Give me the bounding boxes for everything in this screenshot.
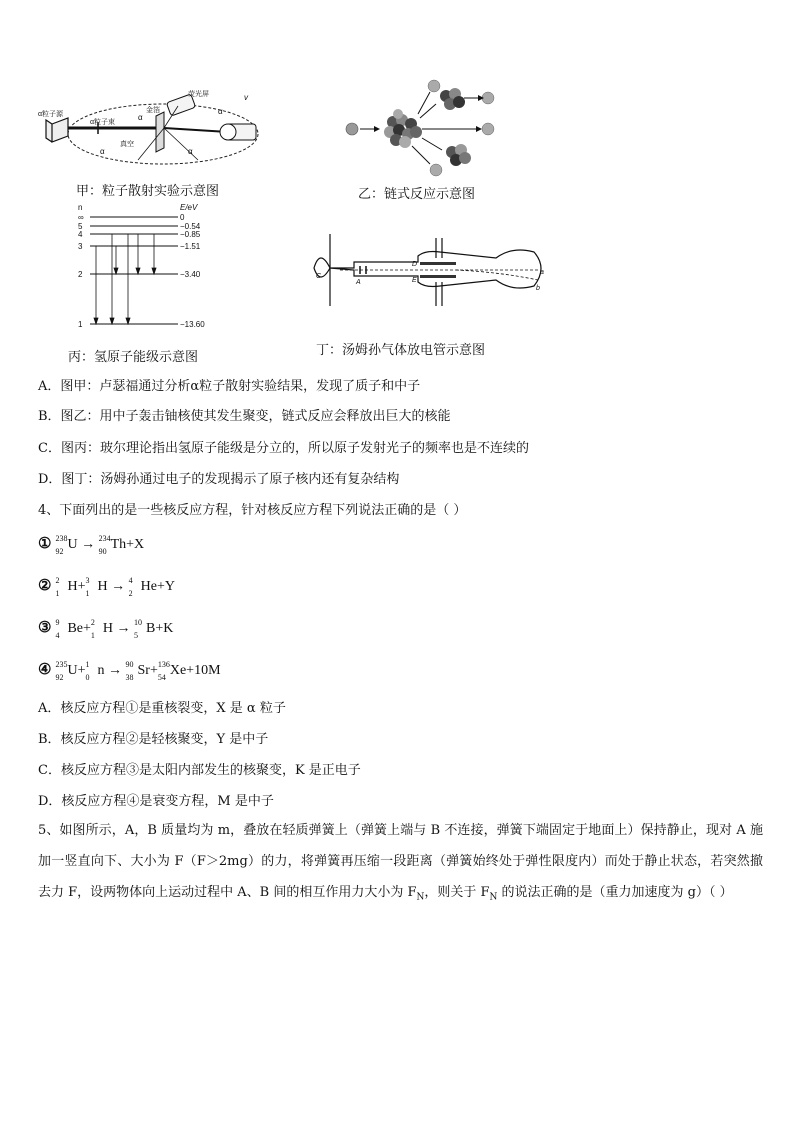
alpha-scattering-figure (38, 88, 273, 172)
label-E: E (412, 277, 417, 284)
thomson-tube-figure (300, 228, 550, 318)
label-v: v (244, 93, 248, 102)
svg-text:0: 0 (180, 213, 185, 222)
plate-D (420, 262, 456, 265)
label-A: A (356, 279, 361, 286)
caption-yi: 乙：链式反应示意图 (358, 187, 476, 202)
label-energy-unit: E/eV (180, 203, 198, 212)
svg-text:1: 1 (78, 320, 83, 329)
label-D: D (412, 261, 418, 268)
label-alpha-source: α粒子源 (38, 111, 64, 118)
transition-arrows (94, 234, 156, 324)
level-2 (78, 270, 201, 279)
fragment-bottom (446, 144, 471, 166)
q4-equation-1: ① 238 92 U → 234 90 Th+X (38, 534, 145, 556)
svg-text:−1.51: −1.51 (180, 242, 201, 251)
label-alpha-beam: α粒子束 (90, 119, 116, 126)
q4-equation-3: ③ 9 4 Be+ 2 1 H → 10 5 B+K (38, 618, 174, 640)
fragment-top (440, 88, 465, 110)
label-C: C (316, 273, 322, 280)
label-alpha-2: α (100, 147, 105, 156)
neutron-incoming (346, 123, 358, 135)
caption-bing: 丙：氢原子能级示意图 (68, 350, 199, 365)
svg-text:3: 3 (78, 242, 83, 251)
label-alpha-4: α (218, 107, 223, 116)
label-alpha-3: α (188, 147, 193, 156)
svg-text:2: 2 (78, 270, 83, 279)
q4-option-d: D．核反应方程④是衰变方程，M 是中子 (38, 794, 274, 809)
q4-equation-4: ④ 235 92 U+ 1 0 n → 90 38 Sr+ 136 54 Xe+10M (38, 660, 221, 682)
tube-outline (314, 250, 541, 288)
level-inf (78, 213, 185, 222)
svg-text:5: 5 (78, 222, 83, 231)
caption-jia: 甲：粒子散射实验示意图 (76, 184, 220, 199)
hydrogen-energy-levels-figure (66, 200, 226, 332)
gold-foil-shape (156, 112, 164, 152)
level-4 (78, 230, 201, 239)
q3-option-c: C．图丙：玻尔理论指出氢原子能级是分立的，所以原子发射光子的频率也是不连续的 (38, 441, 529, 456)
caption-ding: 丁：汤姆孙气体放电管示意图 (316, 343, 486, 358)
label-b: b (536, 285, 540, 292)
level-3 (78, 242, 201, 251)
q4-option-a: A．核反应方程①是重核裂变，X 是 α 粒子 (38, 701, 286, 716)
label-n: n (78, 203, 83, 212)
q4-stem: 4、下面列出的是一些核反应方程，针对核反应方程下列说法正确的是（ ） (38, 503, 467, 518)
label-gold-foil: 金箔 (146, 107, 160, 114)
q4-equation-2: ② 2 1 H+ 3 1 H → 4 2 He+Y (38, 576, 175, 598)
svg-text:−0.54: −0.54 (180, 222, 201, 231)
svg-text:∞: ∞ (78, 213, 84, 222)
svg-text:−13.60: −13.60 (180, 320, 205, 329)
q4-option-b: B．核反应方程②是轻核聚变，Y 是中子 (38, 732, 269, 747)
svg-text:−0.85: −0.85 (180, 230, 201, 239)
q3-option-a: A．图甲：卢瑟福通过分析α粒子散射实验结果，发现了质子和中子 (38, 379, 421, 394)
plate-E (420, 275, 456, 278)
q3-option-b: B．图乙：用中子轰击铀核使其发生聚变，链式反应会释放出巨大的核能 (38, 409, 451, 424)
svg-text:−3.40: −3.40 (180, 270, 201, 279)
q4-option-c: C．核反应方程③是太阳内部发生的核聚变，K 是正电子 (38, 763, 361, 778)
neutron-out-1 (428, 80, 440, 92)
chain-reaction-figure (338, 78, 508, 178)
neutron-out-4 (430, 164, 442, 176)
label-a: a (540, 269, 544, 276)
neutron-out-3 (482, 123, 494, 135)
q5-stem: 5、如图所示，A，B 质量均为 m，叠放在轻质弹簧上（弹簧上端与 B 不连接，弹簧下端固定于地面上）保持静止，现对 A 施加一竖直向下、大小为 F（F＞2mg）的力，将弹簧再压缩一段距离（弹簧始终处于弹性限度内）而处于静止状态，若突然撤去力 F，设两物体向上运动过程中 A、B 间的相互作用力大小为 $F_N$，则关于 $F_N$ 的说法正确的是（重力加速度为 g）（ ） (38, 823, 763, 903)
label-vacuum: 真空 (120, 141, 134, 148)
q3-option-d: D．图丁：汤姆孙通过电子的发现揭示了原子核内还有复杂结构 (38, 472, 400, 487)
svg-text:4: 4 (78, 230, 83, 239)
uranium-nucleus (384, 109, 422, 148)
label-fluorescent-screen: 荧光屏 (188, 91, 209, 98)
label-alpha-1: α (138, 113, 143, 122)
alpha-source-box (46, 118, 68, 142)
